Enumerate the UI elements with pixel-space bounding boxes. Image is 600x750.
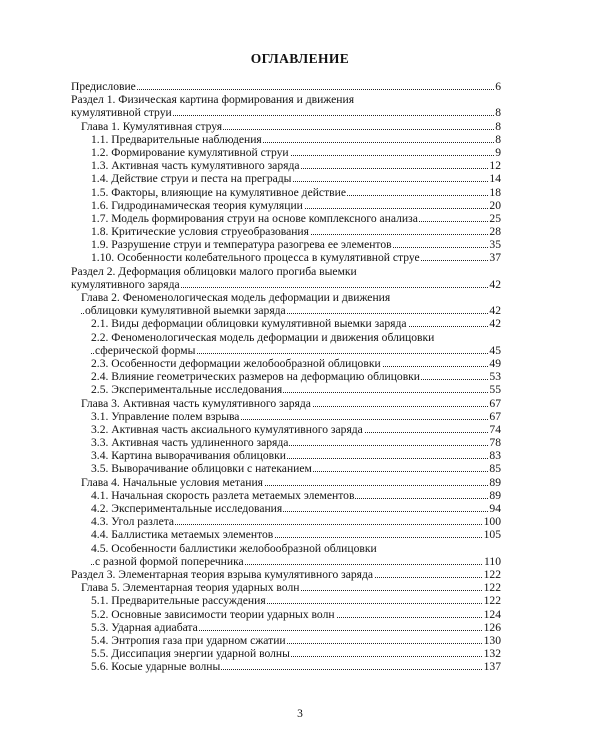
toc-entry [0, 212, 600, 225]
toc-entry-page: 94 [489, 502, 501, 515]
toc-entry-page: 83 [489, 449, 501, 463]
toc-entry-title: 1.2. Формирование кумулятивной струи [91, 145, 289, 159]
toc-entry [0, 528, 600, 541]
toc-entry [0, 238, 600, 251]
toc-entry-page: 55 [489, 383, 501, 397]
toc-entry-title: Раздел 3. Элементарная теория взрыва кумулятивного заряда [71, 567, 374, 581]
toc-entry-page: 53 [489, 370, 501, 384]
toc-entry-title: 5.4. Энтропия газа при ударном сжатии [91, 633, 286, 647]
toc-entry-title: Раздел 2. Деформация облицовки малого прогиба выемки [71, 264, 357, 278]
toc-entry [0, 476, 600, 489]
toc-entry-title: 3.3. Активная часть удлиненного заряда [91, 436, 289, 450]
toc-entry-title: кумулятивного заряда [71, 277, 180, 291]
toc-entry-page: 25 [489, 211, 501, 225]
toc-entry-title: 1.7. Модель формирования струи на основе комплексного анализа [91, 211, 418, 225]
toc-entry [0, 317, 600, 330]
toc-entry-page: 37 [489, 251, 501, 265]
toc-entry-page: 122 [483, 594, 501, 608]
toc-entry-page: 14 [489, 172, 501, 186]
toc-entry [0, 344, 600, 357]
toc-entry [0, 594, 600, 607]
toc-entry-page: 6 [495, 80, 501, 93]
toc-entry [0, 146, 600, 159]
toc-entry [0, 410, 600, 423]
toc-entry-title: 4.4. Баллистика метаемых элементов [91, 528, 274, 542]
toc-entry [0, 489, 600, 502]
toc-entry [0, 647, 600, 660]
toc-entry-page: 35 [489, 238, 501, 252]
toc-entry-page: 49 [489, 356, 501, 370]
toc-entry-page: 110 [484, 554, 501, 568]
toc-entry-page: 8 [495, 106, 501, 120]
table-of-contents [0, 80, 600, 673]
toc-entry-title: Глава 3. Активная часть кумулятивного заряда [81, 396, 311, 410]
toc-entry-page: 28 [489, 225, 501, 239]
toc-entry [0, 449, 600, 462]
toc-entry-title: 2.4. Влияние геометрических размеров на деформацию облицовки [91, 370, 421, 384]
toc-entry [0, 186, 600, 199]
toc-entry [0, 660, 600, 673]
toc-entry-title: 5.6. Косые ударные волны [91, 660, 221, 674]
toc-entry-title: Глава 4. Начальные условия метания [81, 475, 263, 489]
toc-entry-title: 3.1. Управление полем взрыва [91, 409, 240, 423]
toc-entry-page: 78 [489, 436, 501, 450]
toc-entry-page: 67 [489, 396, 501, 410]
toc-entry-page: 132 [483, 647, 501, 661]
toc-entry [0, 542, 600, 555]
toc-entry-title: 1.9. Разрушение струи и температура разогрева ее элементов [91, 238, 392, 252]
toc-entry [0, 581, 600, 594]
toc-entry-title: 1.5. Факторы, влияющие на кумулятивное действие [91, 185, 346, 199]
toc-entry-page: 42 [489, 317, 501, 331]
toc-entry-title: 3.5. Выворачивание облицовки с натеканием [91, 462, 312, 476]
toc-entry [0, 515, 600, 528]
toc-entry [0, 106, 600, 119]
toc-entry [0, 423, 600, 436]
toc-entry-title: 4.1. Начальная скорость разлета метаемых элементов [91, 488, 355, 502]
toc-entry-page: 8 [495, 119, 501, 133]
toc-entry-page: 9 [495, 145, 501, 159]
toc-entry-title: 5.3. Ударная адиабата [91, 620, 198, 634]
toc-entry-page: 137 [483, 660, 501, 674]
toc-entry-title: 1.8. Критические условия струеобразования [91, 225, 309, 239]
toc-entry [0, 291, 600, 304]
toc-entry-title: 3.4. Картина выворачивания облицовки [91, 449, 286, 463]
toc-entry [0, 357, 600, 370]
toc-entry-title: Глава 5. Элементарная теория ударных волн [81, 581, 300, 595]
toc-entry-title: кумулятивной струи [71, 106, 172, 120]
toc-entry [0, 397, 600, 410]
toc-entry-title: сферической формы [95, 343, 196, 357]
toc-entry-title: Раздел 1. Физическая картина формирования и движения [71, 93, 355, 107]
toc-entry [0, 93, 600, 106]
toc-entry [0, 80, 600, 93]
toc-entry-page: 89 [489, 488, 501, 502]
toc-entry-page: 8 [495, 132, 501, 146]
toc-entry-page: 18 [489, 185, 501, 199]
toc-entry [0, 172, 600, 185]
toc-entry-title: облицовки кумулятивной выемки заряда [85, 304, 286, 318]
toc-entry [0, 225, 600, 238]
toc-entry [0, 304, 600, 317]
toc-entry [0, 568, 600, 581]
toc-entry-page: 42 [489, 304, 501, 318]
toc-entry-title: с разной формой поперечника [95, 554, 244, 568]
toc-entry-page: 105 [483, 528, 501, 542]
toc-entry-title: 2.3. Особенности деформации желобообразной облицовки [91, 356, 381, 370]
toc-entry-page: 67 [489, 409, 501, 423]
toc-entry-title: 1.10. Особенности колебательного процесса в кумулятивной струе [91, 251, 420, 265]
page-number: 3 [297, 708, 303, 720]
toc-entry-title: 1.6. Гидродинамическая теория кумуляции [91, 198, 303, 212]
toc-entry-title: Глава 1. Кумулятивная струя [81, 119, 223, 133]
toc-entry [0, 199, 600, 212]
toc-entry [0, 370, 600, 383]
page-title: ОГЛАВЛЕНИЕ [250, 51, 350, 66]
toc-entry-title: 4.3. Угол разлета [91, 515, 175, 529]
toc-entry [0, 462, 600, 475]
toc-entry-title: 5.1. Предварительные рассуждения [91, 594, 266, 608]
toc-entry-title: 5.2. Основные зависимости теории ударных волн [91, 607, 335, 621]
toc-entry-title: 2.5. Экспериментальные исследования [91, 383, 283, 397]
toc-entry [0, 608, 600, 621]
toc-entry [0, 331, 600, 344]
toc-entry [0, 436, 600, 449]
toc-entry [0, 251, 600, 264]
toc-entry-page: 85 [489, 462, 501, 476]
toc-entry-title: 4.5. Особенности баллистики желобообразной облицовки [91, 541, 377, 555]
toc-entry-title: 5.5. Диссипация энергии ударной волны [91, 647, 290, 661]
toc-entry-page: 126 [483, 620, 501, 634]
toc-entry-title: 2.2. Феноменологическая модель деформации и движения облицовки [91, 330, 435, 344]
toc-entry [0, 278, 600, 291]
toc-entry-page: 42 [489, 277, 501, 291]
toc-entry [0, 133, 600, 146]
toc-entry-page: 89 [489, 475, 501, 489]
toc-entry [0, 502, 600, 515]
toc-entry [0, 120, 600, 133]
toc-entry-title: Глава 2. Феноменологическая модель деформации и движения [81, 291, 391, 304]
toc-entry-title: 2.1. Виды деформации облицовки кумулятивной выемки заряда [91, 317, 407, 331]
toc-entry-page: 130 [483, 633, 501, 647]
toc-entry-title: 3.2. Активная часть аксиального кумулятивного заряда [91, 422, 363, 436]
toc-entry-title: 1.4. Действие струи и песта на преграды [91, 172, 292, 186]
toc-entry-title: 1.1. Предварительные наблюдения [91, 132, 262, 146]
toc-entry-page: 20 [489, 198, 501, 212]
toc-entry-page: 74 [489, 422, 501, 436]
toc-entry-page: 122 [483, 567, 501, 581]
toc-entry-page: 122 [483, 581, 501, 595]
toc-entry-page: 12 [489, 159, 501, 173]
toc-entry-page: 45 [489, 343, 501, 357]
toc-entry-page: 100 [483, 515, 501, 529]
toc-entry [0, 265, 600, 278]
toc-entry-title: Предисловие [71, 80, 136, 93]
toc-entry-page: 124 [483, 607, 501, 621]
toc-entry [0, 621, 600, 634]
toc-entry [0, 555, 600, 568]
toc-entry-title: 1.3. Активная часть кумулятивного заряда [91, 159, 300, 173]
toc-entry [0, 634, 600, 647]
toc-entry-title: 4.2. Экспериментальные исследования [91, 502, 283, 515]
toc-entry [0, 383, 600, 396]
toc-entry [0, 159, 600, 172]
